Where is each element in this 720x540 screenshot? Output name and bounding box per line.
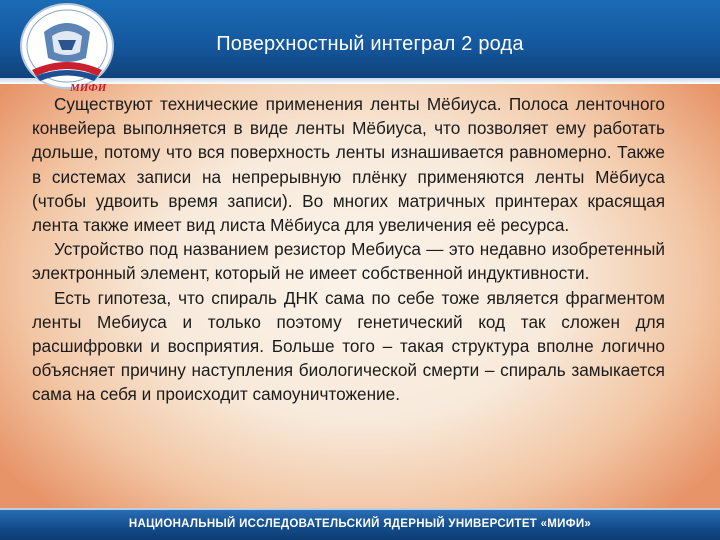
footer-university-name: НАЦИОНАЛЬНЫЙ ИССЛЕДОВАТЕЛЬСКИЙ ЯДЕРНЫЙ УНИВЕРСИТЕТ «МИФИ» [128, 518, 592, 530]
page-title: Поверхностный интеграл 2 рода [216, 33, 524, 55]
paragraph: Устройство под названием резистор Мебиуса — это недавно изобретенный электронный элемент, который не имеет собственной индуктивности. [32, 239, 665, 284]
content-body [32, 92, 665, 407]
footer-bar [0, 508, 720, 540]
paragraph: Есть гипотеза, что спираль ДНК сама по себе тоже является фрагментом ленты Мебиуса и только поэтому генетический код так сложен для расшифровки и восприятия. Больше того – такая структура вполне логично объясняет причину наступления биологической смерти – спираль замыкается сама на себя и происходит самоуничтожение. [32, 287, 665, 405]
paragraph: Существуют технические применения ленты Мёбиуса. Полоса ленточного конвейера выполняется в виде ленты Мёбиуса, что позволяет ему работать дольше, потому что вся поверхность ленты изнашивается равномерно. Также в системах записи на непрерывную плёнку применяются ленты Мёбиуса (чтобы удвоить время записи). Во многих матричных принтерах красящая лента также имеет вид листа Мёбиуса для увеличения её ресурса. [32, 94, 665, 236]
mephi-emblem-icon [14, 2, 120, 94]
logo-caption: МИФИ [70, 82, 107, 94]
